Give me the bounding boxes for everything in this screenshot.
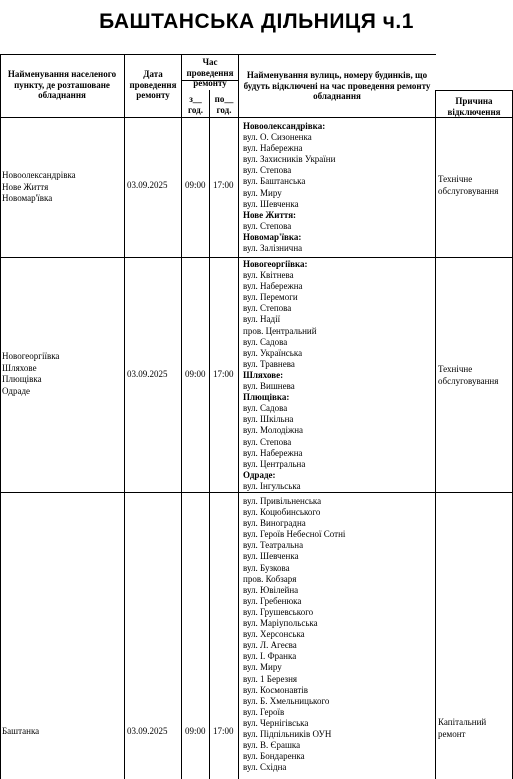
settlement-heading: Нове Життя: bbox=[243, 209, 297, 220]
street-item: вул. Степова bbox=[243, 303, 292, 314]
street-item: вул. Баштанська bbox=[243, 176, 306, 187]
street-item: вул. Східна bbox=[243, 762, 287, 773]
settlement-heading: Новоолександрівка: bbox=[243, 121, 326, 131]
street-item: пров. Центральний bbox=[243, 325, 317, 336]
row-streets bbox=[243, 496, 345, 773]
street-item: вул. Квітнева bbox=[243, 270, 294, 281]
street-item: вул. Бузкова bbox=[243, 562, 290, 573]
settlement-name: Новоолександрівка bbox=[2, 170, 76, 180]
row-to: 17:00 bbox=[213, 726, 234, 736]
row-date: 03.09.2025 bbox=[127, 180, 168, 190]
row-streets bbox=[243, 259, 317, 492]
header-streets: Найменування вулиць, номеру будинків, що будуть відключені на час проведення ремонту обладнання bbox=[243, 70, 431, 101]
row-settlements bbox=[2, 170, 122, 205]
street-item: вул. Степова bbox=[243, 436, 292, 447]
street-item: вул. Героїв Небесної Сотні bbox=[243, 529, 346, 540]
street-item: вул. І. Франка bbox=[243, 651, 297, 662]
row-divider bbox=[0, 492, 513, 493]
header-divider bbox=[435, 90, 513, 91]
street-item: вул. Чернігівська bbox=[243, 717, 309, 728]
header-settlement: Найменування населеного пункту, де розташоване обладнання bbox=[7, 69, 117, 100]
settlement-name: Одраде bbox=[2, 385, 31, 396]
street-item: вул. Шкільна bbox=[243, 414, 294, 425]
settlement-name: Новогеоргіївка bbox=[2, 351, 60, 361]
settlement-heading: Новогеоргіївка: bbox=[243, 259, 308, 269]
settlement-name: Шляхове bbox=[2, 362, 37, 373]
row-date: 03.09.2025 bbox=[127, 726, 168, 736]
street-item: вул. Вишнева bbox=[243, 381, 295, 392]
street-item: вул. Л. Агеєва bbox=[243, 640, 297, 651]
street-item: вул. Степова bbox=[243, 165, 292, 176]
row-settlements bbox=[2, 726, 122, 738]
street-item: вул. Залізнична bbox=[243, 243, 303, 254]
street-item: вул. 1 Березня bbox=[243, 673, 298, 684]
header-time: Час проведення ремонту bbox=[186, 57, 234, 88]
column-divider bbox=[209, 90, 210, 779]
table-border bbox=[0, 54, 436, 55]
row-from: 09:00 bbox=[185, 726, 206, 736]
street-item: вул. Виноградна bbox=[243, 518, 306, 529]
street-item: вул. Перемоги bbox=[243, 292, 298, 303]
header-date: Дата проведення ремонту bbox=[129, 69, 177, 100]
street-item: вул. Набережна bbox=[243, 143, 303, 154]
settlement-name: Новомар'ївка bbox=[2, 193, 53, 204]
settlement-name: Баштанка bbox=[2, 726, 40, 736]
street-item: вул. Ювілейна bbox=[243, 584, 299, 595]
street-item: вул. Садова bbox=[243, 403, 288, 414]
street-item: вул. Інгульська bbox=[243, 480, 301, 491]
row-from: 09:00 bbox=[185, 180, 206, 190]
street-item: вул. Гребенюка bbox=[243, 595, 302, 606]
page-title: БАШТАНСЬКА ДІЛЬНИЦЯ ч.1 bbox=[99, 10, 414, 33]
row-to: 17:00 bbox=[213, 180, 234, 190]
row-from: 09:00 bbox=[185, 369, 206, 379]
outage-table bbox=[0, 54, 513, 779]
street-item: вул. Миру bbox=[243, 187, 282, 198]
row-reason: Технічне обслуговування bbox=[438, 174, 499, 196]
column-divider bbox=[124, 54, 125, 779]
settlement-heading: Шляхове: bbox=[243, 369, 284, 380]
column-divider bbox=[435, 90, 436, 779]
street-item: вул. О. Сизоненка bbox=[243, 132, 312, 143]
street-item: вул. Набережна bbox=[243, 447, 303, 458]
header-to: по__ год. bbox=[214, 94, 234, 115]
street-item: вул. Херсонська bbox=[243, 629, 305, 640]
street-item: вул. Садова bbox=[243, 336, 288, 347]
row-divider bbox=[0, 257, 513, 258]
row-streets bbox=[243, 121, 335, 254]
street-item: вул. Підпільників ОУН bbox=[243, 728, 332, 739]
street-item: вул. Б. Хмельницького bbox=[243, 695, 330, 706]
street-item: вул. Коцюбинського bbox=[243, 507, 321, 518]
street-item: вул. Космонавтів bbox=[243, 684, 309, 695]
street-item: вул. Грушевського bbox=[243, 606, 314, 617]
street-item: вул. Привільненська bbox=[243, 496, 322, 506]
street-item: пров. Кобзаря bbox=[243, 573, 297, 584]
street-item: вул. Маріупольська bbox=[243, 618, 318, 629]
street-item: вул. Захисників України bbox=[243, 154, 336, 165]
settlement-name: Плющівка bbox=[2, 374, 42, 385]
street-item: вул. Степова bbox=[243, 220, 292, 231]
header-reason: Причина відключення bbox=[447, 96, 501, 117]
street-item: вул. Бондаренка bbox=[243, 751, 305, 762]
settlement-heading: Одраде: bbox=[243, 469, 276, 480]
street-item: вул. Надії bbox=[243, 314, 281, 325]
street-item: вул. Центральна bbox=[243, 458, 306, 469]
street-item: вул. Шевченка bbox=[243, 551, 299, 562]
street-item: вул. Миру bbox=[243, 662, 282, 673]
column-divider bbox=[238, 54, 239, 779]
settlement-heading: Плющівка: bbox=[243, 392, 290, 403]
row-to: 17:00 bbox=[213, 369, 234, 379]
settlement-heading: Новомар'ївка: bbox=[243, 231, 302, 242]
settlement-name: Нове Життя bbox=[2, 181, 49, 192]
row-reason: Технічне обслуговування bbox=[438, 364, 499, 386]
street-item: вул. В. Єрашка bbox=[243, 740, 301, 751]
street-item: вул. Українська bbox=[243, 347, 303, 358]
street-item: вул. Молодіжна bbox=[243, 425, 304, 436]
header-from: з__ год. bbox=[188, 94, 203, 115]
street-item: вул. Шевченка bbox=[243, 198, 299, 209]
street-item: вул. Набережна bbox=[243, 281, 303, 292]
street-item: вул. Театральна bbox=[243, 540, 304, 551]
street-item: вул. Героїв bbox=[243, 706, 285, 717]
street-item: вул. Травнева bbox=[243, 358, 295, 369]
table-border bbox=[0, 54, 1, 779]
column-divider bbox=[181, 54, 182, 779]
row-date: 03.09.2025 bbox=[127, 369, 168, 379]
header-bottom-line bbox=[0, 117, 513, 118]
row-reason: Капітальний ремонт bbox=[438, 717, 487, 739]
row-settlements bbox=[2, 351, 122, 397]
